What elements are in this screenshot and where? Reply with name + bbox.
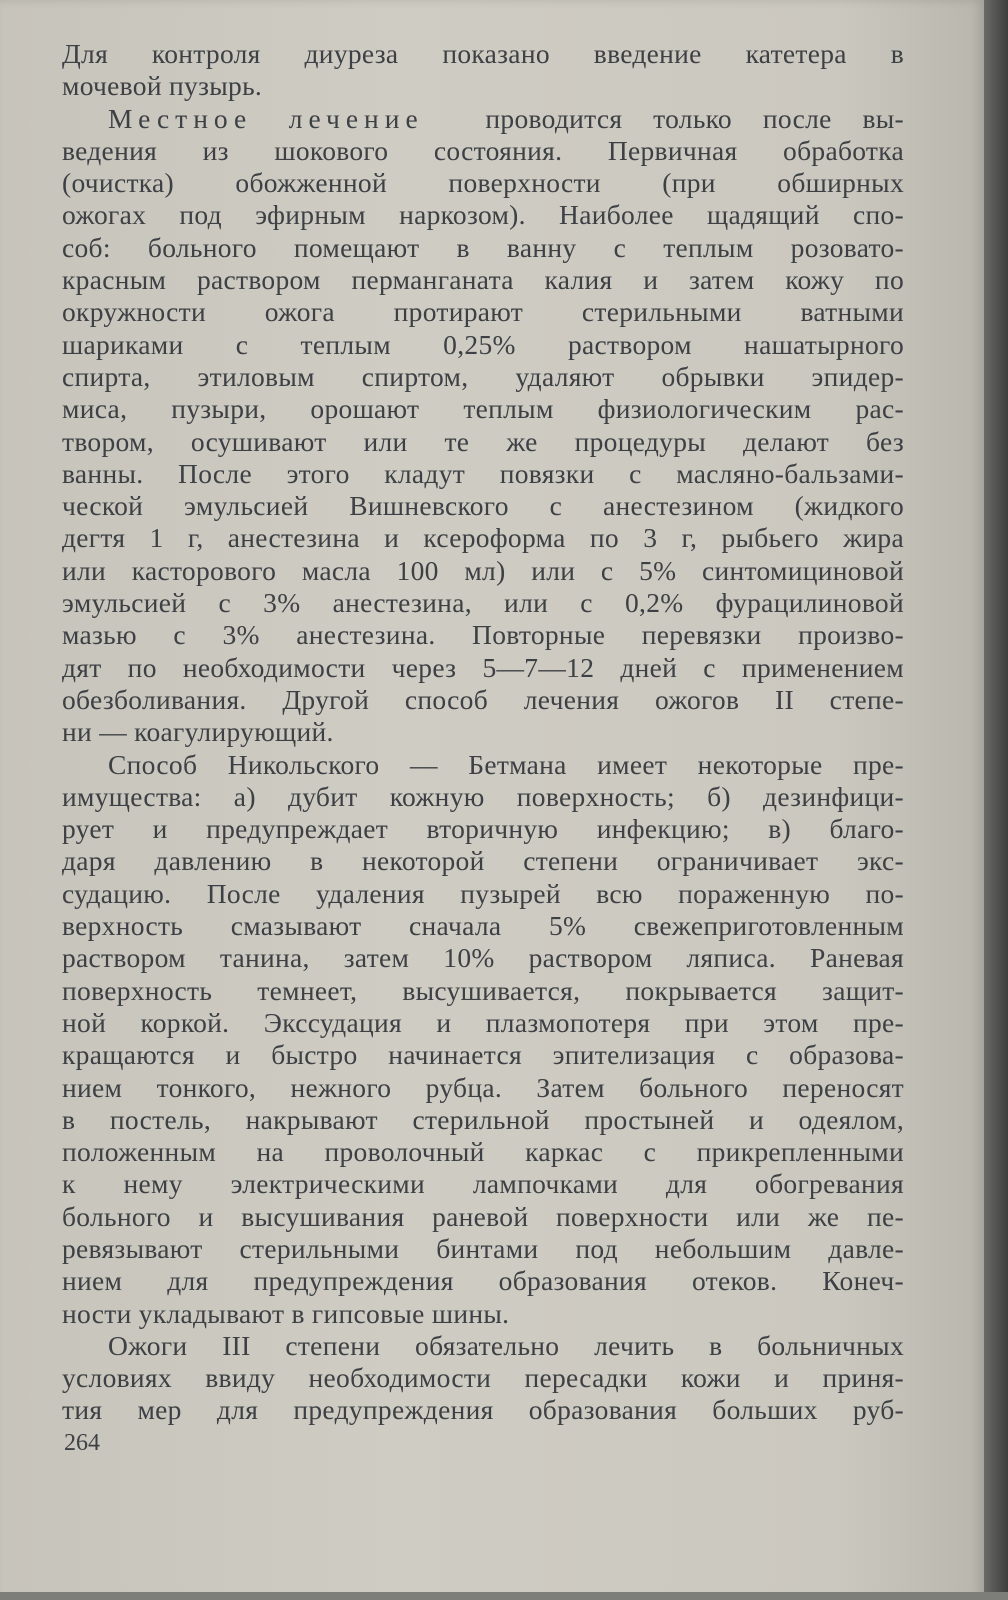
text-line: кращаются и быстро начинается эпителизация с образова-: [62, 1039, 904, 1071]
page-text: [62, 38, 904, 1427]
text-line: или касторового масла 100 мл) или с 5% синтомициновой: [62, 554, 904, 586]
page-number: 264: [64, 1430, 100, 1456]
text-line: эмульсией с 3% анестезина, или с 0,2% фурацилиновой: [62, 587, 904, 619]
text-line: Для контроля диуреза показано введение катетера в: [62, 38, 904, 69]
text-line: ведения из шокового состояния. Первичная обработка: [62, 134, 904, 166]
text-line: ности укладывают в гипсовые шины.: [62, 1297, 510, 1329]
text-line: ческой эмульсией Вишневского с анестезином (жидкого: [62, 490, 904, 522]
page-bottom-edge: [0, 1592, 1008, 1600]
text-line: верхность смазывают сначала 5% свежеприготовленным: [62, 910, 904, 942]
text-line: в постель, накрывают стерильной простыней и одеялом,: [62, 1103, 904, 1135]
text-line: даря давлению в некоторой степени ограничивает экс-: [62, 845, 904, 877]
text-line: мазью с 3% анестезина. Повторные перевязки произво-: [62, 619, 904, 651]
book-spine: [984, 0, 1008, 1600]
text-line: обезболивания. Другой способ лечения ожогов II степе-: [62, 683, 904, 715]
text-line: спирта, этиловым спиртом, удаляют обрывки эпидер-: [62, 360, 904, 392]
text-line: рует и предупреждает вторичную инфекцию; в) благо-: [62, 813, 904, 845]
spaced-term: Местное лечение: [108, 102, 424, 134]
text-line: тия мер для предупреждения образования больших руб-: [62, 1394, 904, 1426]
text-line: соб: больного помещают в ванну с теплым розовато-: [62, 231, 904, 263]
text-line: Ожоги III степени обязательно лечить в больничных: [108, 1329, 904, 1361]
text-line: ожогах под эфирным наркозом). Наиболее щадящий спо-: [62, 199, 904, 231]
text-line: ванны. После этого кладут повязки с масляно-бальзами-: [62, 457, 904, 489]
text-line: к нему электрическими лампочками для обогревания: [62, 1168, 904, 1200]
text-line: (очистка) обожженной поверхности (при обширных: [62, 167, 904, 199]
text-line: больного и высушивания раневой поверхности или же пе-: [62, 1200, 904, 1232]
text-line: раствором танина, затем 10% раствором ляписа. Раневая: [62, 942, 904, 974]
text-line: судацию. После удаления пузырей всю пораженную по-: [62, 877, 904, 909]
text-line: ревязывают стерильными бинтами под небольшим давле-: [62, 1232, 904, 1264]
text-line: мочевой пузырь.: [62, 70, 263, 102]
text-line: имущества: а) дубит кожную поверхность; б) дезинфици-: [62, 780, 904, 812]
text-line: ни — коагулирующий.: [62, 716, 334, 748]
text-line: нием для предупреждения образования отеков. Конеч-: [62, 1265, 904, 1297]
text-line: условиях ввиду необходимости пересадки кожи и приня-: [62, 1362, 904, 1394]
text-line: Способ Никольского — Бетмана имеет некоторые пре-: [108, 748, 904, 780]
text-line: миса, пузыри, орошают теплым физиологическим рас-: [62, 393, 904, 425]
text-line: нием тонкого, нежного рубца. Затем больного переносят: [62, 1071, 904, 1103]
text-line: красным раствором перманганата калия и затем кожу по: [62, 264, 904, 296]
text-line: шариками с теплым 0,25% раствором нашатырного: [62, 328, 904, 360]
text-line-with-term: [62, 103, 904, 135]
text-line: ной коркой. Экссудация и плазмопотеря при этом пре-: [62, 1006, 904, 1038]
text-line: дегтя 1 г, анестезина и ксероформа по 3 г, рыбьего жира: [62, 522, 904, 554]
text-line: дят по необходимости через 5—7—12 дней с применением: [62, 651, 904, 683]
text-line: твором, осушивают или те же процедуры делают без: [62, 425, 904, 457]
text-line: окружности ожога протирают стерильными ватными: [62, 296, 904, 328]
text-line: поверхность темнеет, высушивается, покрывается защит-: [62, 974, 904, 1006]
text-fragment: проводится только после вы-: [485, 102, 904, 134]
text-line: положенным на проволочный каркас с прикрепленными: [62, 1136, 904, 1168]
